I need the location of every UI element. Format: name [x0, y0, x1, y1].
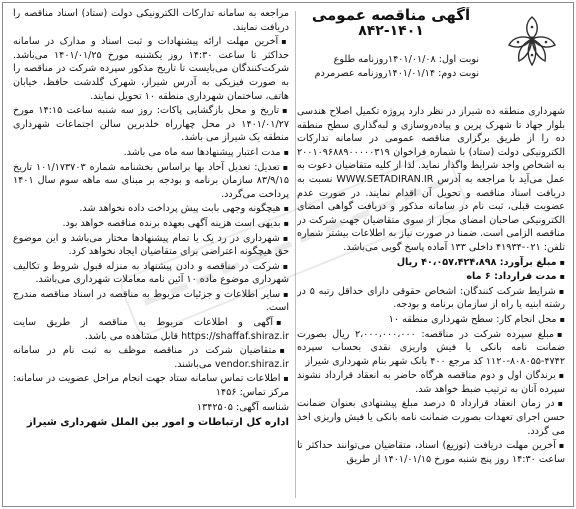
eligibility: ▪ شرایط شرکت کنندگان: اشخاص حقوقی دارای حداقل رتبه ۵ در رشته ابنیه یا راه از سازمان برنامه و بودجه. [297, 285, 565, 312]
left-line-12: ▪ اطلاعات تماس سامانه ستاد جهت انجام مراحل عضویت در سامانه: مرکز تماس: ۱۴۵۶ [13, 372, 289, 399]
left-line-3: ▪ مدت اعتبار پیشنهادها سه ماه می باشد. [13, 146, 289, 160]
winners-clause: ▪ برندگان اول و دوم مناقصه هرگاه حاضر به انعقاد قرارداد نشوند سپرده آنان به ترتیب ضبط خواهد شد. [297, 369, 565, 396]
first-publication: نوبت اول: ۱۴۰۱/۰۱/۰۸روزنامه طلوع [333, 54, 479, 65]
left-line-1: ▪ آخرین مهلت ارائه پیشنهادات و ثبت اسناد و مدارک در سامانه حداکثر تا ساعت ۱۴:۳۰ روز یکشنبه مورخ ۱۴۰۱/۰۱/۲۵ می‌باشد. شرکت‌کنندگان می‌بایست تا تاریخ مذکور سپرده شرکت در مناقصه را به صورت فیزیکی به آدرس شیراز، شهرک گلدشت حافظ، خیابان هاتف، ساختمان شهرداری منطقه ۱۰ تحویل نمایند. [13, 35, 289, 103]
intro-paragraph: شهرداری منطقه ده شیراز در نظر دارد پروژه تکمیل اصلاح هندسی بلوار جهاد تا شهرک پرین و پیاده‌روسازی و لبه‌گذاری سطح منطقه ده را از طریق برگزاری مناقصه عمومی در سامانه تدارکات الکترونیکی دولت (ستاد) با شماره فراخوان ۲۰۰۱۰۹۶۸۸۹۰۰۰۰۰۳۱۹ به اشخاص واجد شرایط واگذار نماید. لذا از کلیه متقاضیان دعوت به عمل می‌آید با مراجعه به آدرس WWW.SETADIRAN.IR نسبت به دریافت اسناد مناقصه و تحویل آن اقدام نمایند. در صورت عدم عضویت قبلی، ثبت نام در سامانه مذکور و دریافت گواهی امضای الکترونیکی صاحبان امضای مجاز از سوی متقاضیان جهت شرکت در مناقصه الزامی است. ضمنا در صورت نیاز به اطلاعات بیشتر شماره تلفن: ۰۲۱-۴۱۹۳۴ داخلی ۱۳۳ آماده پاسخ گویی می‌باشد. [297, 106, 565, 253]
second-publication: نوبت دوم: ۱۴۰۱/۰۱/۱۴روزنامه عصرمردم [314, 67, 479, 79]
left-line-0: مراجعه به سامانه تدارکات الکترونیکی دولت (ستاد) اسناد مناقصه را دریافت نمایند. [13, 8, 289, 33]
left-line-7: ▪ شهرداری در رد یک یا تمام پیشنهادها مختار می‌باشد و این موضوع حق هیچگونه اعتراضی برای متقاضیان ایجاد نخواهد کرد. [13, 232, 289, 259]
title-block [297, 7, 485, 38]
left-line-8: ▪ شرکت در مناقصه و دادن پیشنهاد به منزله قبول شروط و تکالیف شهرداری موضوع ماده ۱۰ آئین نامه معاملات شهرداری می‌باشد. [13, 260, 289, 287]
performance-guarantee: ▪ در زمان انعقاد قرارداد ۵ درصد مبلغ پیشنهادی بعنوان ضمانت حسن اجرای تعهدات بصورت ضمانت نامه بانکی یا فیش واریزی اخذ می گردد. [297, 397, 565, 438]
left-line-6: ▪ بدیهی است هزینه آگهی بعهده برنده مناقصه خواهد بود. [13, 217, 289, 231]
publication-dates [297, 53, 485, 80]
document-deadline: ▪ آخرین مهلت دریافت (توزیع) اسناد، متقاضیان می‌توانند حداکثر تا ساعت ۱۴:۳۰ روز پنج شنبه مورخ ۱۴۰۱/۰۱/۱۵ از طریق [297, 439, 565, 466]
notice-number: ۸۴۲-۱۴۰۱ [358, 22, 424, 39]
left-line-10: ▪ آگهی و اطلاعات مربوط به مناقصه از طریق سایت https://shaffaf.shiraz.ir قابل مشاهده می باشد. [13, 316, 289, 343]
tender-notice-page [2, 2, 574, 507]
bid-guarantee: ▪ مبلغ سپرده شرکت در مناقصه: ۲،۰۰۰،۰۰۰،۰۰۰ ریال بصورت ضمانت نامه بانکی یا فیش واریزی نقدی بحساب سپرده ۴۷۴۲-۸۰۸۰۵۵-۱۱۲۰ کد مرجع ۴۰۰ بانک شهر بنام شهرداری شیراز [297, 328, 565, 369]
left-line-4: ▪ تعدیل: تعدیل آحاد بها براساس بخشنامه شماره ۱۰۱/۱۷۳۷۰۳ تاریخ ۸۳/۹/۱۵ سازمان برنامه و بودجه بر مبنای سه ماهه سوم سال ۱۴۰۱ پرداخت می‌گردد. [13, 161, 289, 202]
left-line-11: ▪ متقاضیان شرکت در مناقصه موظف به ثبت نام در سامانه vendor.shiraz.ir می‌باشند. [13, 344, 289, 371]
right-column [297, 7, 565, 502]
left-line-5: ▪ هیچگونه وجهی بابت پیش پرداخت داده نخواهد شد. [13, 202, 289, 216]
left-line-2: ▪ تاریخ و محل بازگشایی پاکات: روز سه شنبه ساعت ۱۴:۱۵ مورخ ۱۴۰۱/۰۱/۲۷ در محل چهارراه خلدبرین سالن اجتماعات شهرداری منطقه یک شیراز می باشد. [13, 104, 289, 145]
contract-duration: ▪ مدت قرارداد: ۶ ماه [297, 270, 565, 284]
column-divider [295, 11, 296, 498]
work-location: ▪ محل انجام کار: سطح شهرداری منطقه ۱۰ [297, 313, 565, 327]
left-column [13, 7, 289, 502]
signature: اداره کل ارتباطات و امور بین الملل شهرداری شیراز [26, 417, 289, 429]
left-line-13: شناسه آگهی: ۱۳۴۲۵۰۵ [196, 401, 289, 413]
shiraz-municipality-logo-icon [499, 11, 565, 73]
estimated-amount: ▪ مبلغ برآورد: ۴۰،۰۵۷،۴۲۴،۸۹۸ ریال [297, 256, 565, 270]
notice-header [297, 7, 565, 105]
left-line-9: ▪ سایر اطلاعات و جزئیات مربوط به مناقصه در اسناد مناقصه مندرج است. [13, 288, 289, 315]
notice-title: آگهی مناقصه عمومی [311, 7, 471, 24]
